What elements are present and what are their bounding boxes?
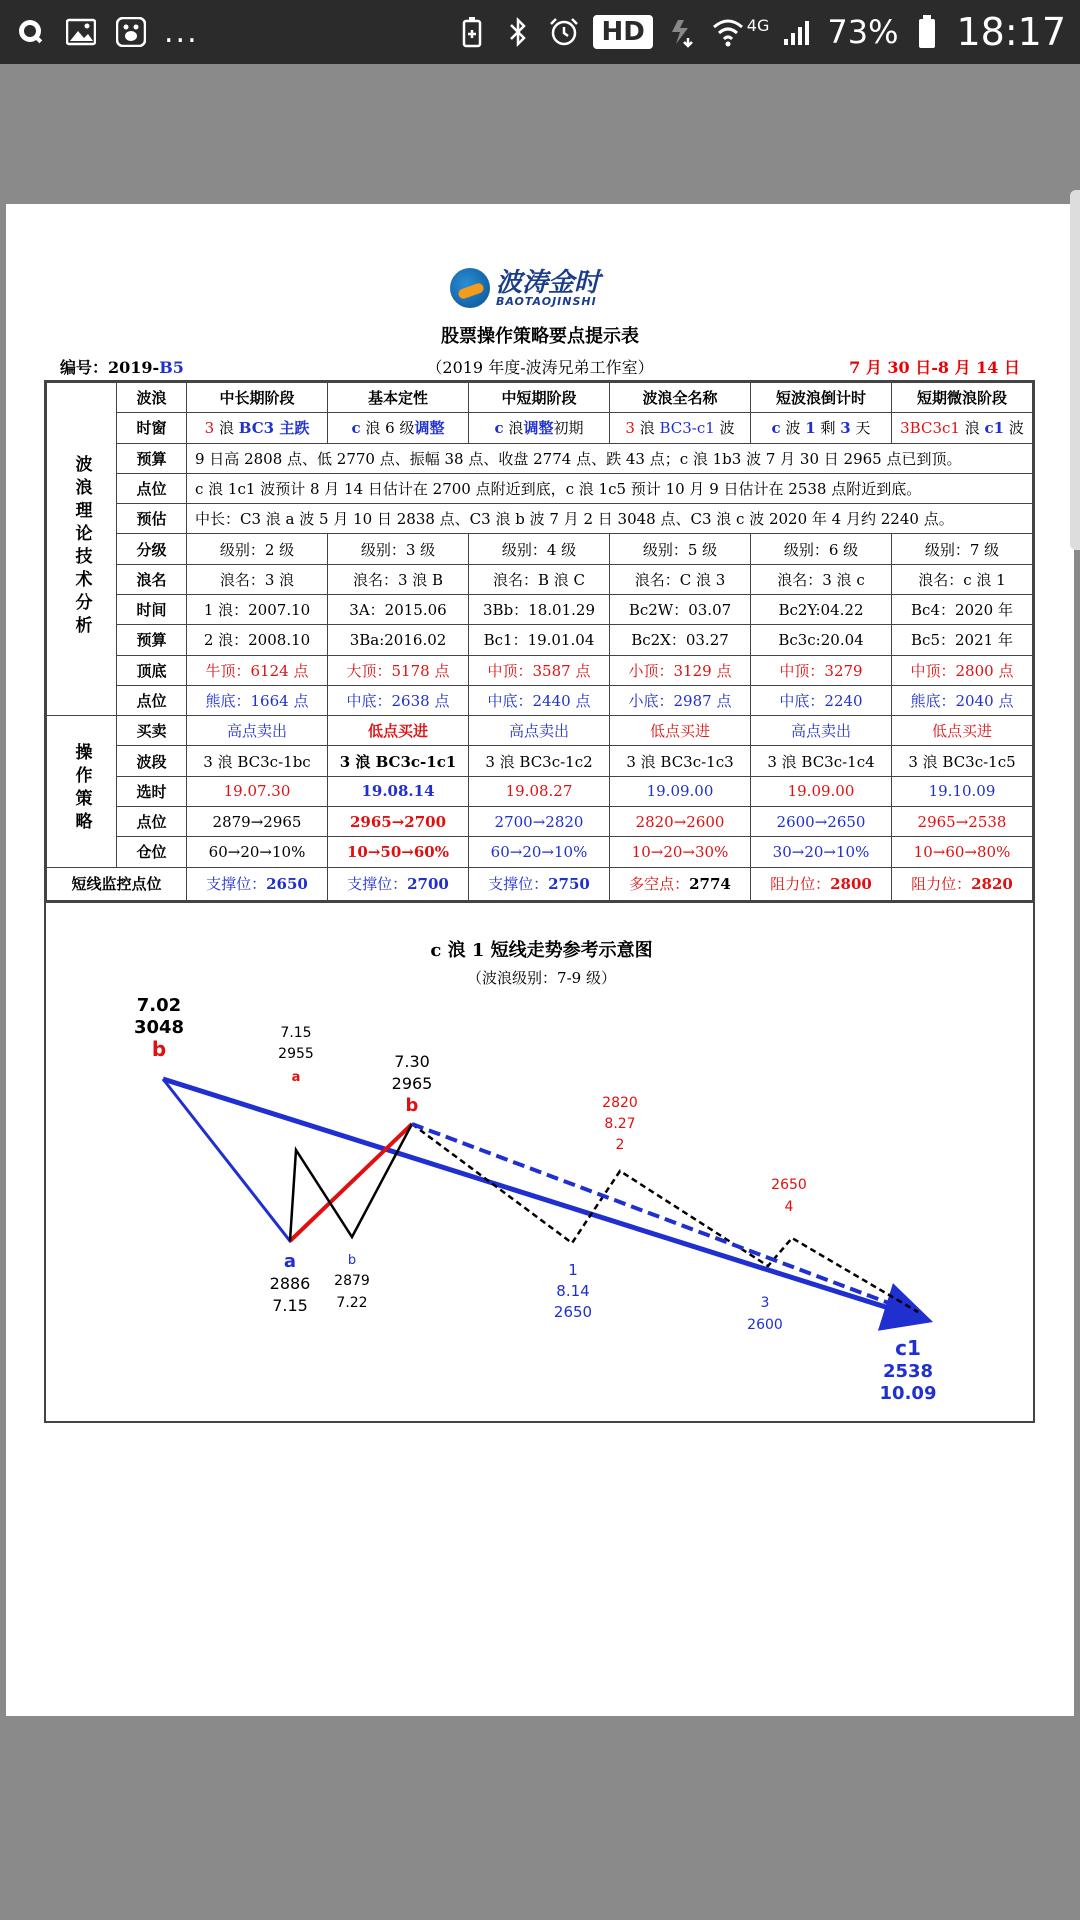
time-cell: Bc4：2020 年 bbox=[892, 594, 1033, 624]
label-w3-val: 2600 bbox=[747, 1317, 783, 1333]
pick-pos-cell: 30→20→10% bbox=[751, 837, 892, 867]
label: 波段 bbox=[117, 746, 187, 776]
pick-point-cell: 2965→2700 bbox=[328, 806, 469, 836]
wave-name-cell: 浪名：3 浪 bbox=[187, 564, 328, 594]
period: 7 月 30 日-8 月 14 日 bbox=[849, 358, 1020, 377]
label-a1-date: 7.15 bbox=[280, 1025, 312, 1041]
label-window: 时窗 bbox=[117, 413, 187, 443]
label-a-low: a bbox=[283, 1251, 297, 1272]
label: 仓位 bbox=[117, 837, 187, 867]
chart-title: c 浪 1 短线走势参考示意图 bbox=[430, 940, 653, 961]
cell: c 浪调整初期 bbox=[469, 413, 610, 443]
forecast-line-2: c 浪 1c1 波预计 8 月 14 日估计在 2700 点附近到底，c 浪 1c5 预计 10 月 9 日估计在 2538 点附近到底。 bbox=[187, 473, 1033, 503]
label: 浪名 bbox=[117, 564, 187, 594]
pick-pos-cell: 10→50→60% bbox=[328, 837, 469, 867]
monitor-cell: 多空点：2774 bbox=[610, 867, 751, 901]
cell: c 波 1 剩 3 天 bbox=[751, 413, 892, 443]
pick-time-cell: 19.10.09 bbox=[892, 776, 1033, 806]
alarm-icon bbox=[547, 15, 581, 49]
battery-icon bbox=[910, 15, 944, 49]
time-cell: Bc3c:20.04 bbox=[751, 625, 892, 655]
bluetooth-icon bbox=[501, 15, 535, 49]
label: 预估 bbox=[117, 504, 187, 534]
label-c1-val: 2538 bbox=[882, 1361, 934, 1382]
label: 预算 bbox=[117, 443, 187, 473]
bottom-cell: 熊底：2040 点 bbox=[892, 685, 1033, 715]
label-w1-date: 8.14 bbox=[556, 1282, 590, 1300]
pick-pos-cell: 10→60→80% bbox=[892, 837, 1033, 867]
forecast-line-1: 9 日高 2808 点、低 2770 点、振幅 38 点、收盘 2774 点、跌 43 点；c 浪 1b3 波 7 月 30 日 2965 点已到顶。 bbox=[187, 443, 1033, 473]
time-cell: 1 浪：2007.10 bbox=[187, 594, 328, 624]
cell: c 浪 6 级调整 bbox=[328, 413, 469, 443]
top-cell: 大顶：5178 点 bbox=[328, 655, 469, 685]
time-cell: Bc2X：03.27 bbox=[610, 625, 751, 655]
label-w1-val: 2650 bbox=[553, 1303, 593, 1321]
wave-name-cell: 浪名：3 浪 B bbox=[328, 564, 469, 594]
monitor-cell: 阻力位：2820 bbox=[892, 867, 1033, 901]
label-b-low: b bbox=[347, 1253, 357, 1268]
header: 基本定性 bbox=[328, 383, 469, 413]
section-strategy: 操作策略 bbox=[47, 716, 117, 867]
scroll-handle[interactable] bbox=[1070, 190, 1080, 550]
bottom-cell: 中底：2638 点 bbox=[328, 685, 469, 715]
strategy-table bbox=[44, 380, 1035, 903]
battery-saver-icon bbox=[455, 15, 489, 49]
label: 点位 bbox=[117, 806, 187, 836]
doc-id: 编号：2019-B5 bbox=[60, 358, 184, 377]
bottom-cell: 小底：2987 点 bbox=[610, 685, 751, 715]
wave-name-cell: 浪名：c 浪 1 bbox=[892, 564, 1033, 594]
top-cell: 牛顶：6124 点 bbox=[187, 655, 328, 685]
label: 点位 bbox=[117, 685, 187, 715]
pick-point-cell: 2879→2965 bbox=[187, 806, 328, 836]
top-cell: 中顶：3587 点 bbox=[469, 655, 610, 685]
time-cell: Bc5：2021 年 bbox=[892, 625, 1033, 655]
trade-wave-cell: 3 浪 BC3c-1c4 bbox=[751, 746, 892, 776]
trade-wave-cell: 3 浪 BC3c-1c5 bbox=[892, 746, 1033, 776]
projection-blue-line bbox=[412, 1124, 918, 1314]
label: 分级 bbox=[117, 534, 187, 564]
subtitle: （2019 年度-波涛兄弟工作室） bbox=[426, 358, 654, 377]
clock: 18:17 bbox=[956, 10, 1066, 54]
level-cell: 级别：2 级 bbox=[187, 534, 328, 564]
signal-icon bbox=[781, 15, 815, 49]
label-c1-date: 10.09 bbox=[879, 1383, 937, 1404]
label-w2-val: 2820 bbox=[602, 1095, 638, 1111]
data-transfer-icon bbox=[665, 15, 699, 49]
pick-point-cell: 2820→2600 bbox=[610, 806, 751, 836]
level-cell: 级别：5 级 bbox=[610, 534, 751, 564]
top-cell: 中顶：3279 bbox=[751, 655, 892, 685]
label: 买卖 bbox=[117, 716, 187, 746]
label-b2-val: 2965 bbox=[391, 1074, 433, 1093]
monitor-cell: 阻力位：2800 bbox=[751, 867, 892, 901]
label: 预算 bbox=[117, 625, 187, 655]
label-w1: 1 bbox=[568, 1261, 578, 1279]
trade-type-cell: 低点买进 bbox=[610, 716, 751, 746]
level-cell: 级别：4 级 bbox=[469, 534, 610, 564]
label-w2: 2 bbox=[615, 1137, 625, 1153]
pick-time-cell: 19.09.00 bbox=[751, 776, 892, 806]
search-app-icon bbox=[14, 15, 48, 49]
monitor-cell: 支撑位：2650 bbox=[187, 867, 328, 901]
bottom-cell: 中底：2240 bbox=[751, 685, 892, 715]
more-notifications: ... bbox=[164, 14, 199, 50]
label-c1: c1 bbox=[895, 1336, 921, 1360]
trade-type-cell: 高点卖出 bbox=[751, 716, 892, 746]
meta-row bbox=[60, 355, 1020, 379]
trade-type-cell: 低点买进 bbox=[328, 716, 469, 746]
level-cell: 级别：3 级 bbox=[328, 534, 469, 564]
wifi-icon bbox=[711, 15, 745, 49]
pick-point-cell: 2600→2650 bbox=[751, 806, 892, 836]
label-a-low-val: 2886 bbox=[269, 1274, 311, 1293]
label: 选时 bbox=[117, 776, 187, 806]
wave-chart bbox=[44, 903, 1035, 1423]
bottom-cell: 熊底：1664 点 bbox=[187, 685, 328, 715]
time-cell: Bc2Y:04.22 bbox=[751, 594, 892, 624]
status-bar bbox=[0, 0, 1080, 64]
chart-svg bbox=[46, 903, 1037, 1423]
trade-type-cell: 高点卖出 bbox=[187, 716, 328, 746]
label-b-top: b bbox=[151, 1037, 167, 1061]
top-cell: 中顶：2800 点 bbox=[892, 655, 1033, 685]
logo-mark-icon bbox=[450, 268, 490, 308]
trade-wave-cell: 3 浪 BC3c-1c1 bbox=[328, 746, 469, 776]
pick-time-cell: 19.08.14 bbox=[328, 776, 469, 806]
label-b2-date: 7.30 bbox=[394, 1052, 430, 1071]
document-title: 股票操作策略要点提示表 bbox=[441, 326, 639, 347]
top-cell: 小顶：3129 点 bbox=[610, 655, 751, 685]
cell: 3 浪 BC3 主跌 bbox=[187, 413, 328, 443]
label-b-top-val: 3048 bbox=[133, 1017, 185, 1038]
gallery-icon bbox=[64, 15, 98, 49]
trade-wave-cell: 3 浪 BC3c-1c3 bbox=[610, 746, 751, 776]
header: 中短期阶段 bbox=[469, 383, 610, 413]
header: 短波浪倒计时 bbox=[751, 383, 892, 413]
time-cell: 3A：2015.06 bbox=[328, 594, 469, 624]
trade-type-cell: 高点卖出 bbox=[469, 716, 610, 746]
header: 短期微浪阶段 bbox=[892, 383, 1033, 413]
network-type: 4G bbox=[746, 15, 770, 35]
cell: 3BC3c1 浪 c1 波 bbox=[892, 413, 1033, 443]
time-cell: Bc1：19.01.04 bbox=[469, 625, 610, 655]
pick-pos-cell: 60→20→10% bbox=[469, 837, 610, 867]
level-cell: 级别：7 级 bbox=[892, 534, 1033, 564]
monitor-cell: 支撑位：2700 bbox=[328, 867, 469, 901]
wave-name-cell: 浪名：B 浪 C bbox=[469, 564, 610, 594]
logo-cn: 波涛金时 bbox=[496, 267, 601, 298]
forecast-line-3: 中长：C3 浪 a 波 5 月 10 日 2838 点、C3 浪 b 波 7 月 2 日 3048 点、C3 浪 c 波 2020 年 4 月约 2240 点。 bbox=[187, 504, 1033, 534]
header: 波浪全名称 bbox=[610, 383, 751, 413]
bottom-cell: 中底：2440 点 bbox=[469, 685, 610, 715]
baidu-app-icon bbox=[114, 15, 148, 49]
time-cell: 3Bb：18.01.29 bbox=[469, 594, 610, 624]
section-wave-analysis: 波浪理论技术分析 bbox=[47, 383, 117, 716]
label-w2-date: 8.27 bbox=[604, 1116, 636, 1132]
pick-time-cell: 19.09.00 bbox=[610, 776, 751, 806]
pick-time-cell: 19.07.30 bbox=[187, 776, 328, 806]
brand-logo bbox=[450, 262, 630, 314]
label-a1-val: 2955 bbox=[278, 1046, 314, 1062]
label-b2: b bbox=[405, 1095, 419, 1116]
label: 顶底 bbox=[117, 655, 187, 685]
wave-b-line bbox=[290, 1124, 412, 1241]
pick-pos-cell: 60→20→10% bbox=[187, 837, 328, 867]
label: 点位 bbox=[117, 473, 187, 503]
logo-en: BAOTAOJINSHI bbox=[496, 294, 597, 308]
time-cell: 2 浪：2008.10 bbox=[187, 625, 328, 655]
trade-wave-cell: 3 浪 BC3c-1bc bbox=[187, 746, 328, 776]
time-cell: 3Ba:2016.02 bbox=[328, 625, 469, 655]
trade-type-cell: 低点买进 bbox=[892, 716, 1033, 746]
time-cell: Bc2W：03.07 bbox=[610, 594, 751, 624]
trade-wave-cell: 3 浪 BC3c-1c2 bbox=[469, 746, 610, 776]
monitor-cell: 支撑位：2750 bbox=[469, 867, 610, 901]
pick-pos-cell: 10→20→30% bbox=[610, 837, 751, 867]
wave-name-cell: 浪名：C 浪 3 bbox=[610, 564, 751, 594]
battery-percent: 73% bbox=[827, 13, 899, 51]
label-wave: 波浪 bbox=[117, 383, 187, 413]
wave-name-cell: 浪名：3 浪 c bbox=[751, 564, 892, 594]
header: 中长期阶段 bbox=[187, 383, 328, 413]
chart-subtitle: （波浪级别：7-9 级） bbox=[467, 969, 616, 987]
label-b-top-date: 7.02 bbox=[136, 995, 182, 1016]
cell: 3 浪 BC3-c1 波 bbox=[610, 413, 751, 443]
label-a1: a bbox=[291, 1070, 301, 1085]
label-b-low-val: 2879 bbox=[334, 1273, 370, 1289]
pick-time-cell: 19.08.27 bbox=[469, 776, 610, 806]
label-w3: 3 bbox=[760, 1295, 770, 1311]
pick-point-cell: 2965→2538 bbox=[892, 806, 1033, 836]
label-b-low-date: 7.22 bbox=[336, 1295, 368, 1311]
label: 时间 bbox=[117, 594, 187, 624]
label-w4: 4 bbox=[784, 1199, 794, 1215]
hd-voice-badge: HD bbox=[593, 15, 652, 49]
label-w4-val: 2650 bbox=[771, 1177, 807, 1193]
level-cell: 级别：6 级 bbox=[751, 534, 892, 564]
monitor-label: 短线监控点位 bbox=[47, 867, 187, 901]
pick-point-cell: 2700→2820 bbox=[469, 806, 610, 836]
label-a-low-date: 7.15 bbox=[272, 1296, 308, 1315]
